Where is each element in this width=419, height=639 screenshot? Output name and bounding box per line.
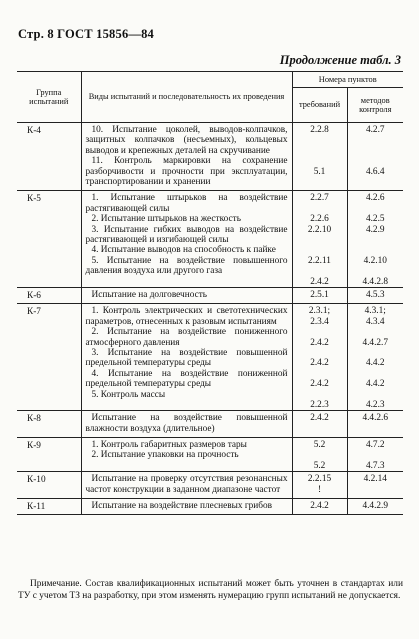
test-item: 11. Контроль маркировки на сохранение разборчивости и прочности при эксплуатации, транспортировании и хранении	[85, 156, 288, 188]
method-point: 4.2.9	[365, 224, 385, 235]
group-code: К-5	[17, 191, 81, 288]
requirement-point	[293, 389, 347, 399]
method-point: 4.4.2	[365, 379, 385, 390]
requirement-point: 2.4.2	[310, 413, 329, 424]
group-code: К-4	[17, 123, 81, 191]
requirement-point	[293, 266, 347, 276]
method-point-cell	[347, 287, 403, 303]
requirement-point-cell	[292, 472, 347, 499]
method-point	[348, 369, 404, 379]
test-item: Испытание на воздействие плесневых грибов	[91, 501, 273, 512]
test-description-cell	[81, 191, 292, 288]
requirement-point: 2.4.2	[310, 501, 329, 512]
test-description-cell	[81, 411, 292, 438]
test-item: 4. Испытание выводов на способность к пайке	[91, 245, 276, 256]
test-item: 2. Испытание упаковки на прочность	[91, 450, 239, 461]
method-point: 4.2.5	[365, 214, 385, 225]
table-row	[17, 472, 403, 499]
method-point	[348, 266, 404, 276]
group-code: К-9	[17, 438, 81, 472]
requirement-point: 2.4.2	[310, 337, 329, 348]
requirement-point	[293, 135, 347, 145]
requirement-point-cell	[292, 287, 347, 303]
test-item: 4. Испытание на воздействие пониженной предельной температуры среды	[85, 368, 288, 390]
header-points: Номера пунктов	[292, 72, 403, 88]
requirement-point-cell	[292, 499, 347, 515]
method-point: 4.3.1;	[364, 306, 386, 317]
method-point: 4.2.10	[363, 255, 387, 266]
test-item: 10. Испытание цоколей, выводов-колпачков, защитных колпачков (несъемных), кольцевых выводов и крепежных деталей на скручивание	[85, 125, 288, 156]
group-code: К-6	[17, 287, 81, 303]
requirement-point: 5.2	[313, 440, 326, 451]
table-row	[17, 191, 403, 288]
test-item: 2. Испытание на воздействие пониженного атмосферного давления	[85, 327, 288, 348]
test-description-cell	[81, 304, 292, 411]
test-description-cell	[81, 287, 292, 303]
method-point: 4.2.7	[365, 125, 385, 135]
requirement-point: 2.2.6	[310, 214, 329, 225]
table-row	[17, 438, 403, 472]
requirement-point: 2.3.1;	[308, 306, 331, 317]
page-header: Стр. 8 ГОСТ 15856—84	[18, 27, 154, 41]
test-item: Испытание на воздействие повышенной влажности воздуха (длительное)	[85, 413, 288, 434]
method-point-cell	[347, 123, 403, 191]
requirement-point: 2.4.2	[310, 358, 329, 369]
method-point: 4.2.6	[365, 193, 385, 204]
method-point: 4.2.14	[363, 474, 387, 485]
method-point: 4.4.2.9	[362, 501, 389, 512]
method-point-cell	[347, 472, 403, 499]
test-item: Испытание на проверку отсутствия резонансных частот конструкции в заданном диапазоне частот	[85, 474, 288, 495]
test-description-cell	[81, 472, 292, 499]
table-note: Примечание. Состав квалификационных испытаний может быть уточнен в стандартах или ТУ с учетом ТЗ на разработку, при этом изменять нумерацию групп испытаний не допускается.	[18, 579, 403, 601]
method-point	[348, 450, 404, 460]
test-item: 3. Испытание гибких выводов на воздействие растягивающей и изгибающей силы	[85, 224, 288, 246]
method-point: 4.4.2.8	[362, 276, 389, 287]
method-point-cell	[347, 499, 403, 515]
method-point	[348, 146, 404, 156]
test-item: 1. Испытание штырьков на воздействие растягивающей силы	[85, 193, 288, 214]
requirement-point	[293, 327, 347, 337]
requirement-point-cell	[292, 411, 347, 438]
method-point	[348, 348, 404, 358]
header-methods: методов контроля	[347, 88, 403, 123]
requirement-point-cell	[292, 123, 347, 191]
table-row	[17, 499, 403, 515]
header-description: Виды испытаний и последовательность их проведения	[81, 72, 292, 123]
method-point: 4.4.2	[365, 358, 385, 369]
method-point: 4.3.4	[365, 316, 385, 327]
requirement-point	[293, 450, 347, 460]
requirement-point-cell	[292, 191, 347, 288]
requirement-point	[293, 146, 347, 156]
method-point	[348, 389, 404, 399]
header-requirements: требований	[292, 88, 347, 123]
requirement-point: 2.2.11	[308, 255, 331, 266]
requirement-point	[293, 245, 347, 255]
requirement-point	[293, 369, 347, 379]
requirement-point	[293, 235, 347, 245]
table-row	[17, 287, 403, 303]
method-point: 4.7.3	[365, 460, 385, 471]
method-point	[348, 245, 404, 255]
method-point-cell	[347, 411, 403, 438]
group-code: К-8	[17, 411, 81, 438]
test-description-cell	[81, 499, 292, 515]
method-point: 4.4.2.6	[362, 413, 389, 424]
method-point: 4.4.2.7	[362, 337, 389, 348]
requirement-point: !	[317, 484, 322, 495]
requirement-point: 2.4.2	[310, 276, 329, 287]
test-description-cell	[81, 123, 292, 191]
requirement-point: 5.1	[313, 166, 326, 177]
tests-table	[17, 71, 403, 515]
requirement-point	[293, 204, 347, 214]
requirement-point: 2.2.10	[307, 224, 332, 235]
test-item: 1. Контроль электрических и светотехнических параметров, отнесенных к разовым испытаниям	[85, 306, 288, 327]
method-point	[348, 235, 404, 245]
test-item: Испытание на долговечность	[91, 289, 208, 300]
method-point: 4.7.2	[365, 440, 385, 451]
requirement-point: 5.2	[313, 460, 326, 471]
test-item: 2. Испытание штырьков на жесткость	[91, 214, 241, 225]
group-code: К-10	[17, 472, 81, 499]
method-point	[348, 204, 404, 214]
requirement-point: 2.5.1	[310, 289, 329, 300]
test-item: 1. Контроль габаритных размеров тары	[91, 440, 247, 451]
test-item: 5. Контроль массы	[91, 389, 166, 400]
table-continuation-caption: Продолжение табл. 3	[279, 53, 401, 67]
table-row	[17, 411, 403, 438]
table-row	[17, 304, 403, 411]
method-point-cell	[347, 304, 403, 411]
method-point: 4.2.3	[365, 399, 385, 410]
test-item: 5. Испытание на воздействие повышенного давления воздуха или другого газа	[85, 255, 288, 277]
method-point: 4.5.3	[365, 289, 385, 300]
requirement-point: 2.2.8	[310, 125, 329, 135]
requirement-point-cell	[292, 438, 347, 472]
table-row	[17, 123, 403, 191]
requirement-point: 2.4.2	[310, 379, 329, 390]
requirement-point: 2.2.3	[310, 399, 329, 410]
group-code: К-7	[17, 304, 81, 411]
method-point	[348, 156, 404, 166]
requirement-point: 2.2.7	[310, 193, 329, 204]
test-description-cell	[81, 438, 292, 472]
test-item: 3. Испытание на воздействие повышенной предельной температуры среды	[85, 347, 288, 369]
requirement-point-cell	[292, 304, 347, 411]
requirement-point	[293, 156, 347, 166]
requirement-point: 2.3.4	[310, 316, 329, 327]
method-point-cell	[347, 438, 403, 472]
method-point: 4.6.4	[365, 166, 385, 177]
method-point-cell	[347, 191, 403, 288]
requirement-point	[293, 348, 347, 358]
requirement-point: 2.2.15	[307, 474, 332, 485]
group-code: К-11	[17, 499, 81, 515]
method-point	[348, 135, 404, 145]
header-group: Группа испытаний	[17, 72, 81, 123]
method-point	[348, 327, 404, 337]
